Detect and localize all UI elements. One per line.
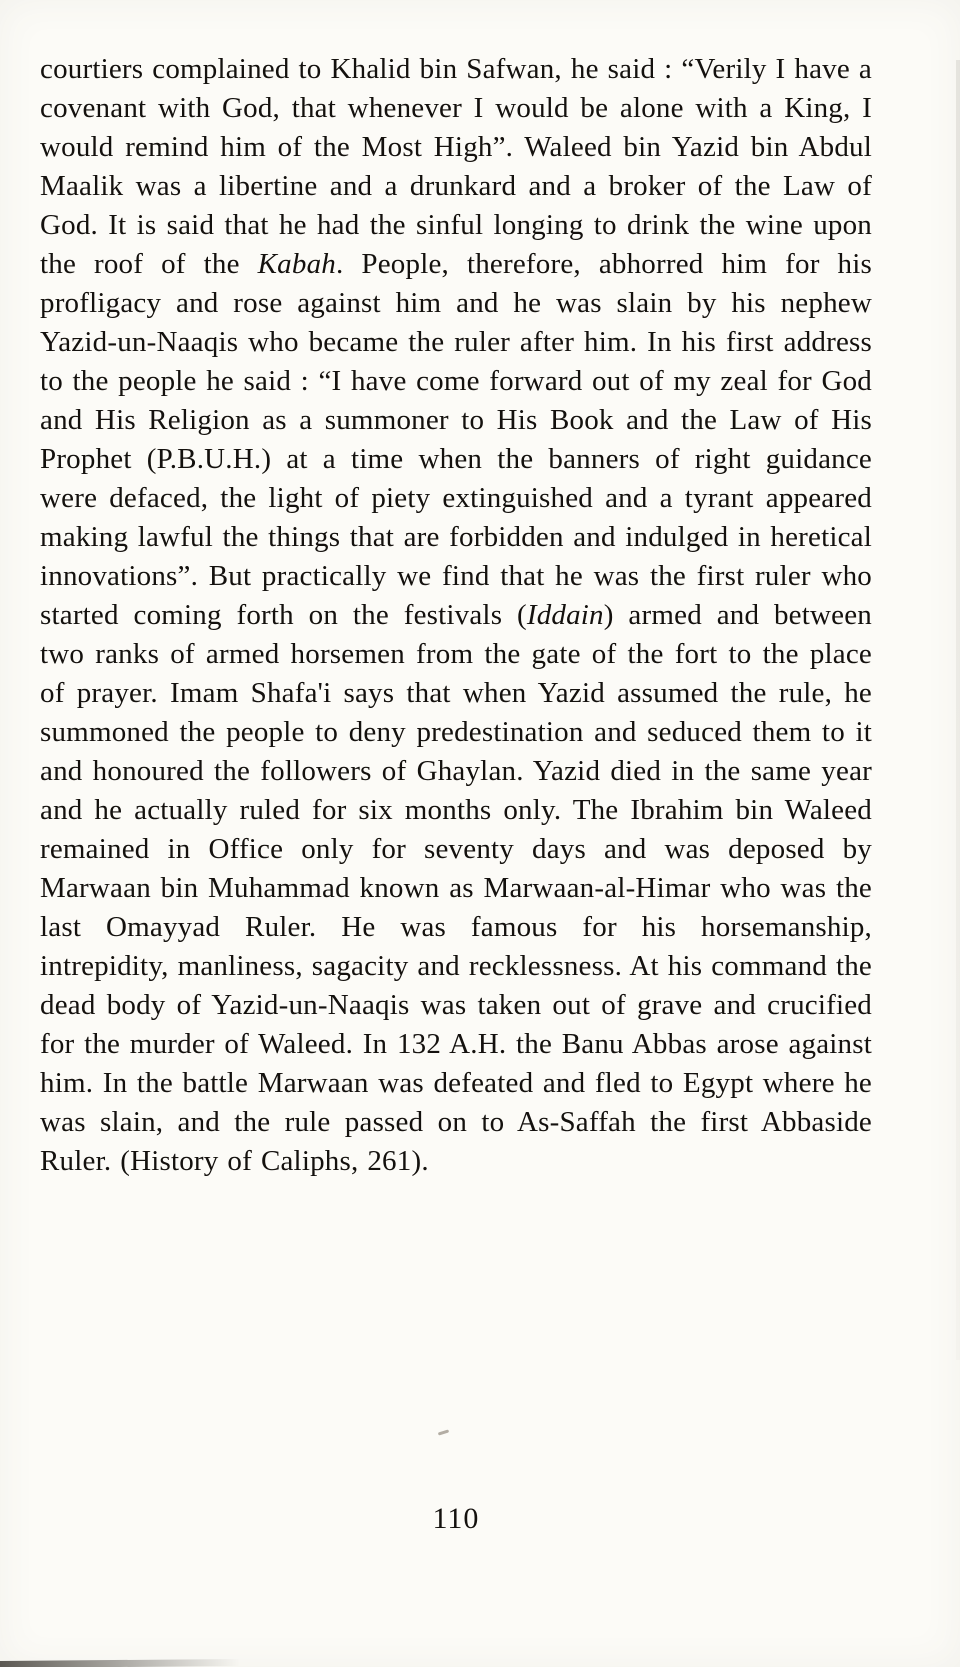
scan-edge-artifact	[0, 1659, 240, 1667]
text-segment: . People, therefore, abhorred him for his profligacy and rose against him and he was slain by his nephew Yazid-un-Naaqis who became the ruler after him. In his first address to the people he said : “I have come forward out of my zeal for God and His Religion as a summoner to His Book and the Law of His Prophet (P.B.U.H.) at a time when the banners of right guidance were defaced, the light of piety extinguished and a tyrant appeared making lawful the things that are forbidden and indulged in heretical innovations”. But practically we find that he was the first ruler who started coming forth on the festivals (	[40, 248, 872, 631]
italic-term-iddain: Iddain	[526, 599, 604, 631]
page-number: 110	[432, 1502, 480, 1535]
italic-term-kabah: Kabah	[257, 248, 336, 280]
text-segment: courtiers complained to Khalid bin Safwan, he said : “Verily I have a covenant with God, that whenever I would be alone with a King, I would remind him of the Most High”. Waleed bin Yazid bin Abdul Maalik was a libertine and a drunkard and a broker of the Law of God. It is said that he had the sinful longing to drink the wine upon the roof of the	[40, 53, 872, 280]
scan-speck	[438, 1429, 449, 1435]
body-text	[40, 50, 872, 1181]
scan-bleed-artifact	[956, 60, 960, 1360]
text-segment: ) armed and between two ranks of armed horsemen from the gate of the fort to the place of prayer. Imam Shafa'i says that when Yazid assumed the rule, he summoned the people to deny predestination and seduced them to it and honoured the followers of Ghaylan. Yazid died in the same year and he actually ruled for six months only. The Ibrahim bin Waleed remained in Office only for seventy days and was deposed by Marwaan bin Muhammad known as Marwaan-al-Himar who was the last Omayyad Ruler. He was famous for his horsemanship, intrepidity, manliness, sagacity and recklessness. At his command the dead body of Yazid-un-Naaqis was taken out of grave and crucified for the murder of Waleed. In 132 A.H. the Banu Abbas arose against him. In the battle Marwaan was defeated and fled to Egypt where he was slain, and the rule passed on to As-Saffah the first Abbaside Ruler. (History of Caliphs, 261).	[40, 599, 872, 1177]
